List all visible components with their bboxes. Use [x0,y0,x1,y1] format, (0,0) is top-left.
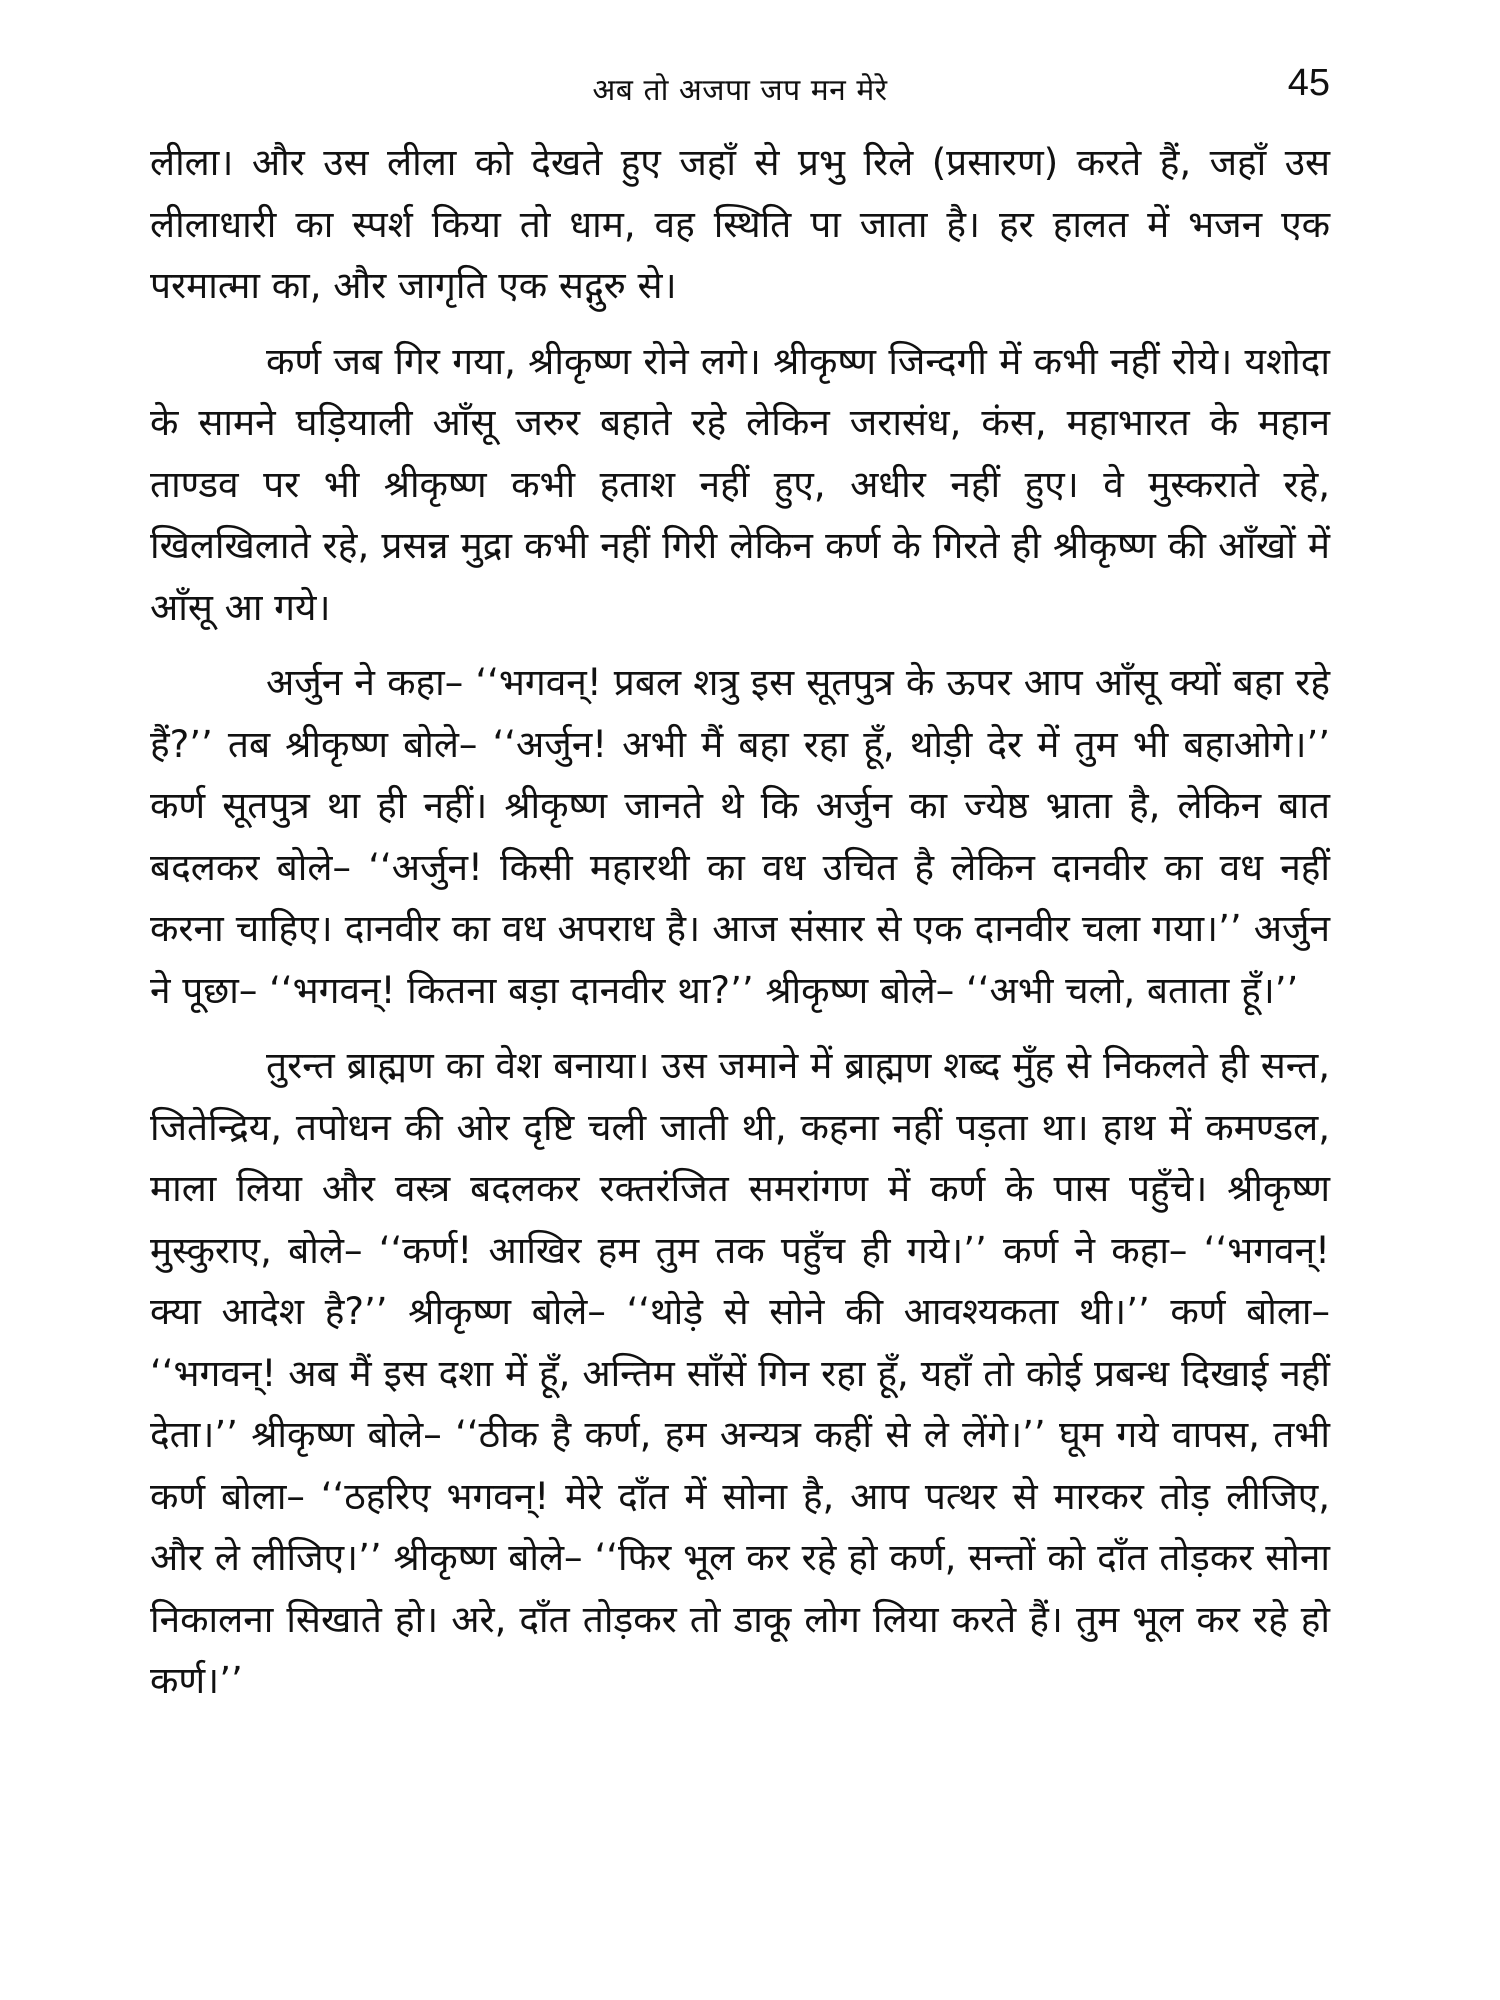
paragraph-2: कर्ण जब गिर गया, श्रीकृष्ण रोने लगे। श्रीकृष्ण जिन्दगी में कभी नहीं रोये। यशोदा के सामने घड़ियाली आँसू जरुर बहाते रहे लेकिन जरासंध, कंस, महाभारत के महान ताण्डव पर भी श्रीकृष्ण कभी हताश नहीं हुए, अधीर नहीं हुए। वे मुस्कराते रहे, खिलखिलाते रहे, प्रसन्न मुद्रा कभी नहीं गिरी लेकिन कर्ण के गिरते ही श्रीकृष्ण की आँखों में आँसू आ गये। [150,339,1330,629]
paragraph-1: लीला। और उस लीला को देखते हुए जहाँ से प्रभु रिले (प्रसारण) करते हैं, जहाँ उस लीलाधारी का स्पर्श किया तो धाम, वह स्थिति पा जाता है। हर हालत में भजन एक परमात्मा का, और जागृति एक सद्गुरु से। [150,141,1330,307]
paragraph-4: तुरन्त ब्राह्मण का वेश बनाया। उस जमाने में ब्राह्मण शब्द मुँह से निकलते ही सन्त, जितेन्द्रिय, तपोधन की ओर दृष्टि चली जाती थी, कहना नहीं पड़ता था। हाथ में कमण्डल, माला लिया और वस्त्र बदलकर रक्तरंजित समरांगण में कर्ण के पास पहुँचे। श्रीकृष्ण मुस्कुराए, बोले– ‘‘कर्ण! आखिर हम तुम तक पहुँच ही गये।’’ कर्ण ने कहा– ‘‘भगवन्! क्या आदेश है?’’ श्रीकृष्ण बोले– ‘‘थोड़े से सोने की आवश्यकता थी।’’ कर्ण बोला– ‘‘भगवन्! अब मैं इस दशा में हूँ, अन्तिम साँसें गिन रहा हूँ, यहाँ तो कोई प्रबन्ध दिखाई नहीं देता।’’ श्रीकृष्ण बोले– ‘‘ठीक है कर्ण, हम अन्यत्र कहीं से ले लेंगे।’’ घूम गये वापस, तभी कर्ण बोला– ‘‘ठहरिए भगवन्! मेरे दाँत में सोना है, आप पत्थर से मारकर तोड़ लीजिए, और ले लीजिए।’’ श्रीकृष्ण बोले– ‘‘फिर भूल कर रहे हो कर्ण, सन्तों को दाँत तोड़कर सोना निकालना सिखाते हो। अरे, दाँत तोड़कर तो डाकू लोग लिया करते हैं। तुम भूल कर रहे हो कर्ण।’’ [150,1044,1330,1702]
paragraph-3: अर्जुन ने कहा– ‘‘भगवन्! प्रबल शत्रु इस सूतपुत्र के ऊपर आप आँसू क्यों बहा रहे हैं?’’ तब श्रीकृष्ण बोले– ‘‘अर्जुन! अभी मैं बहा रहा हूँ, थोड़ी देर में तुम भी बहाओगे।’’ कर्ण सूतपुत्र था ही नहीं। श्रीकृष्ण जानते थे कि अर्जुन का ज्येष्ठ भ्राता है, लेकिन बात बदलकर बोले– ‘‘अर्जुन! किसी महारथी का वध उचित है लेकिन दानवीर का वध नहीं करना चाहिए। दानवीर का वध अपराध है। आज संसार से एक दानवीर चला गया।’’ अर्जुन ने पूछा– ‘‘भगवन्! कितना बड़ा दानवीर था?’’ श्रीकृष्ण बोले– ‘‘अभी चलो, बताता हूँ।’’ [150,661,1330,1012]
running-title: अब तो अजपा जप मन मेरे [592,73,888,108]
body-text [150,132,1330,1726]
page-number: 45 [1287,62,1330,104]
running-header [150,62,1330,122]
